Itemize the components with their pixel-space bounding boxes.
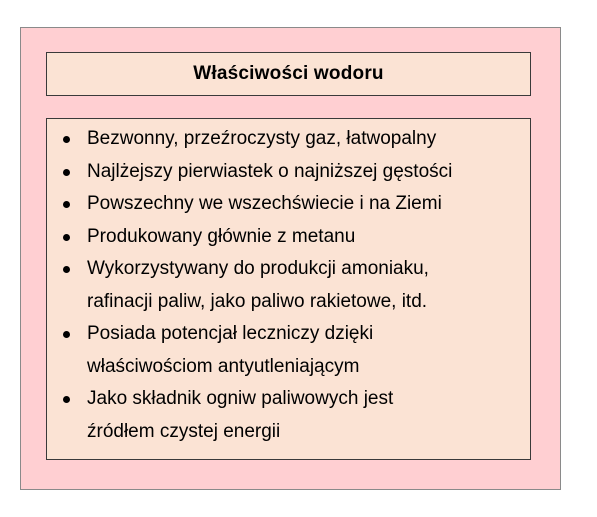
list-item-line: Wykorzystywany do produkcji amoniaku, — [87, 258, 429, 279]
bullet-icon — [63, 136, 70, 143]
bullet-icon — [63, 331, 70, 338]
bullet-icon — [63, 234, 70, 241]
list-item-line: Posiada potencjał leczniczy dzięki — [87, 323, 374, 344]
list-item — [47, 156, 530, 189]
list-item-line: źródłem czystej energii — [87, 420, 281, 442]
title-box — [46, 52, 531, 96]
list-item — [47, 221, 530, 254]
list-item — [47, 383, 530, 448]
list-item-line: rafinacji paliw, jako paliwo rakietowe, itd. — [87, 290, 428, 312]
bullet-icon — [63, 201, 70, 208]
content-box — [46, 118, 531, 460]
list-item-line: Najlżejszy pierwiastek o najniższej gęstości — [87, 160, 453, 182]
list-item — [47, 318, 530, 383]
bullet-icon — [63, 396, 70, 403]
list-item-line: Jako składnik ogniw paliwowych jest — [87, 388, 394, 409]
diagram-title: Właściwości wodoru — [193, 63, 384, 84]
list-item-line: Powszechny we wszechświecie i na Ziemi — [87, 193, 442, 214]
list-item — [47, 188, 530, 221]
bullet-icon — [63, 169, 70, 176]
list-item-line: Bezwonny, przeźroczysty gaz, łatwopalny — [87, 128, 437, 149]
bullet-icon — [63, 266, 70, 273]
list-item — [47, 253, 530, 318]
list-item — [47, 123, 530, 156]
list-item-line: Produkowany głównie z metanu — [87, 225, 356, 247]
property-list — [47, 119, 530, 448]
list-item-line: właściwościom antyutleniającym — [87, 355, 360, 377]
